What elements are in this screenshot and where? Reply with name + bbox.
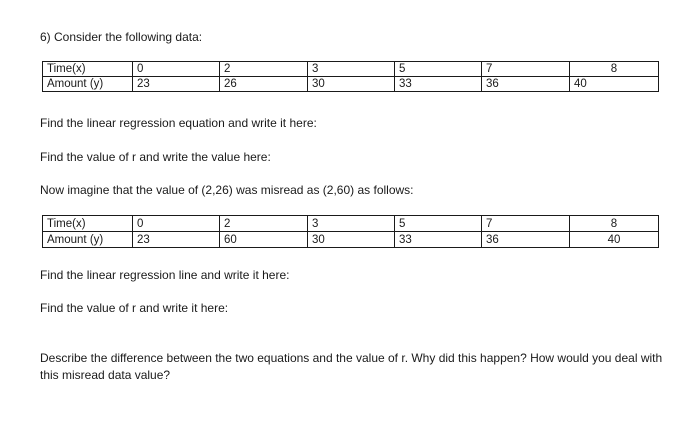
prompt-line2: Find the linear regression line and write it here: bbox=[40, 268, 290, 282]
describe-prompt: Describe the difference between the two equations and the value of r. Why did this happen? How would you deal with this misread data value? bbox=[40, 351, 663, 382]
table-cell: 3 bbox=[308, 216, 395, 232]
data-table-misread bbox=[42, 215, 659, 248]
misread-intro: Now imagine that the value of (2,26) was misread as (2,60) as follows: bbox=[40, 183, 414, 197]
table-row-amount bbox=[43, 232, 659, 248]
table-cell: 5 bbox=[395, 62, 482, 77]
table-cell: 36 bbox=[482, 232, 570, 248]
table-cell: 7 bbox=[482, 62, 570, 77]
row-label-time: Time(x) bbox=[43, 216, 133, 232]
table-cell: 2 bbox=[220, 62, 308, 77]
table-cell: 7 bbox=[482, 216, 570, 232]
prompt-equation: Find the linear regression equation and write it here: bbox=[40, 116, 317, 130]
table-row-amount bbox=[43, 77, 659, 92]
table-cell: 8 bbox=[570, 216, 659, 232]
table-cell: 40 bbox=[570, 77, 659, 92]
table-cell: 5 bbox=[395, 216, 482, 232]
data-table-original bbox=[42, 61, 659, 92]
table-cell: 60 bbox=[220, 232, 308, 248]
table-cell: 2 bbox=[220, 216, 308, 232]
table-cell: 33 bbox=[395, 77, 482, 92]
table-cell: 0 bbox=[133, 216, 220, 232]
table-cell: 0 bbox=[133, 62, 220, 77]
table-cell: 3 bbox=[308, 62, 395, 77]
table-cell: 36 bbox=[482, 77, 570, 92]
table-cell: 33 bbox=[395, 232, 482, 248]
prompt-r2: Find the value of r and write it here: bbox=[40, 301, 229, 315]
table-cell: 23 bbox=[133, 232, 220, 248]
table-cell: 30 bbox=[308, 232, 395, 248]
row-label-amount: Amount (y) bbox=[43, 232, 133, 248]
table-row-time bbox=[43, 216, 659, 232]
table-cell: 23 bbox=[133, 77, 220, 92]
table-cell: 26 bbox=[220, 77, 308, 92]
table-row-time bbox=[43, 62, 659, 77]
table-cell: 30 bbox=[308, 77, 395, 92]
table-cell: 8 bbox=[570, 62, 659, 77]
row-label-time: Time(x) bbox=[43, 62, 133, 77]
prompt-r: Find the value of r and write the value here: bbox=[40, 150, 271, 164]
table-cell: 40 bbox=[570, 232, 659, 248]
row-label-amount: Amount (y) bbox=[43, 77, 133, 92]
question-label: 6) Consider the following data: bbox=[40, 30, 203, 44]
